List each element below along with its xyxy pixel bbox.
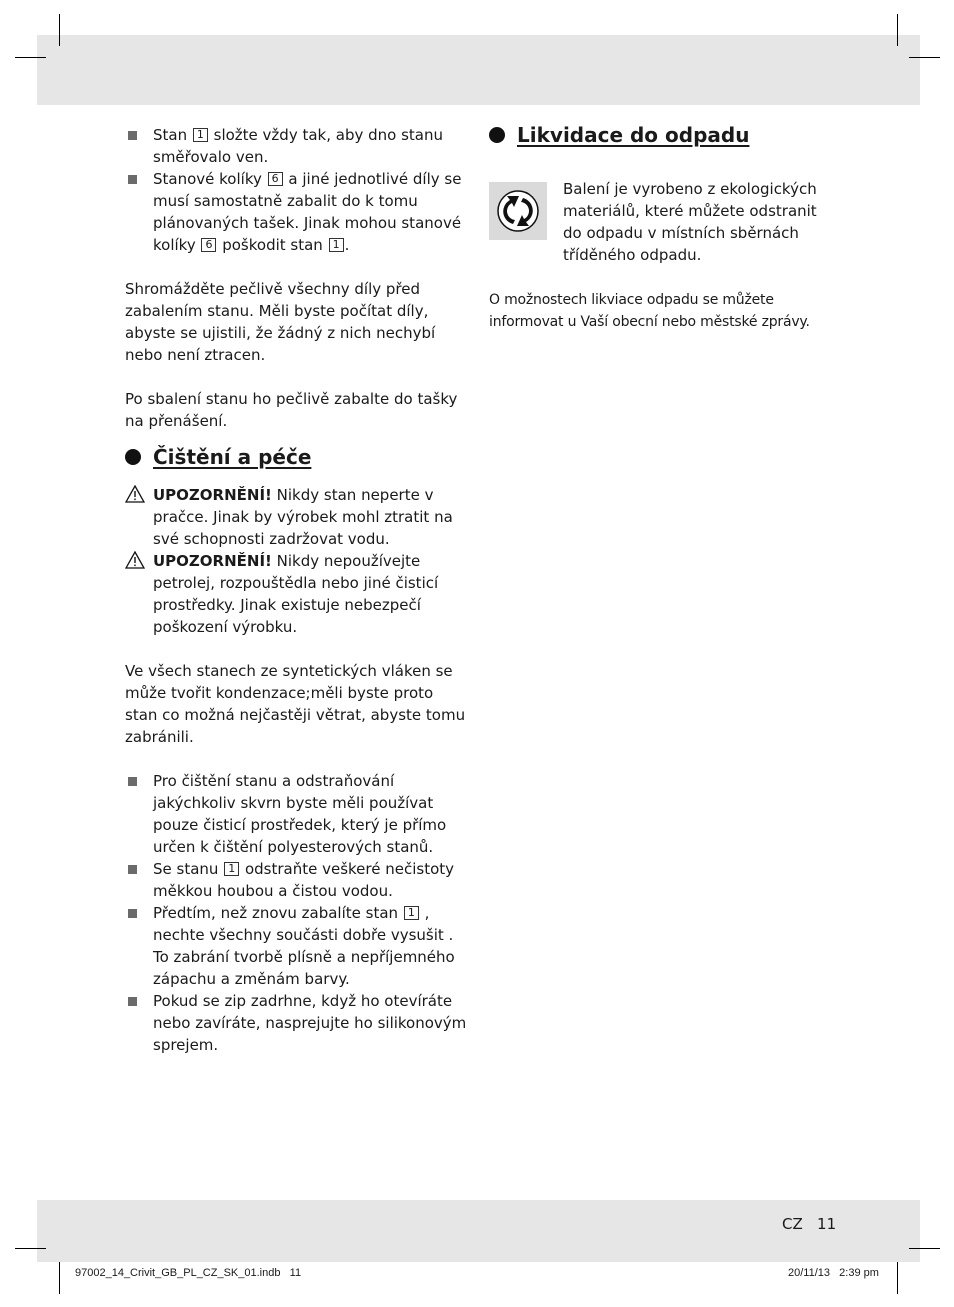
list-item (125, 990, 470, 1056)
bullet-list-cleaning (125, 770, 470, 1056)
warning-label: UPOZORNĚNÍ! (153, 486, 272, 504)
warning-text: Nikdy nepoužívejte petrolej, rozpouštědla nebo jiné čisticí prostředky. Jinak existuje nebezpečí poškození výrobku. (153, 552, 439, 636)
warning-label: UPOZORNĚNÍ! (153, 552, 272, 570)
left-column (125, 124, 470, 1056)
square-bullet-icon (128, 909, 137, 918)
warning-text: Nikdy stan neperte v pračce. Jinak by výrobek mohl ztratit na své schopnosti zadržovat vodu. (153, 486, 453, 548)
part-reference-number: 1 (404, 906, 419, 920)
list-item-text: složte vždy tak, aby dno stanu směřovalo ven. (153, 126, 444, 166)
list-item (125, 902, 470, 990)
paragraph-collect-parts: Shromážděte pečlivě všechny díly před zabalením stanu. Měli byste počítat díly, abyste se ujistili, že žádný z nich nechybí nebo není ztracen. (125, 280, 436, 364)
green-dot-recycling-icon (489, 182, 547, 240)
list-item-text: Stan (153, 126, 192, 144)
part-reference-number: 1 (224, 862, 239, 876)
disposal-info-text: O možnostech likviace odpadu se můžete informovat u Vaší obecní nebo městské zprávy. (489, 292, 810, 330)
square-bullet-icon (128, 175, 137, 184)
square-bullet-icon (128, 997, 137, 1006)
packaging-text: Balení je vyrobeno z ekologických materiálů, které můžete odstranit do odpadu v místních sběrnách tříděného odpadu. (563, 180, 817, 264)
bullet-list-packing (125, 124, 470, 256)
header-band (37, 35, 920, 105)
warning-note (125, 484, 470, 550)
square-bullet-icon (128, 777, 137, 786)
square-bullet-icon (128, 131, 137, 140)
list-item-text: . (344, 236, 350, 254)
warning-triangle-icon (125, 485, 145, 509)
paragraph-bag: Po sbalení stanu ho pečlivě zabalte do tašky na přenášení. (125, 390, 458, 430)
list-item-text: Stanové kolíky (153, 170, 267, 188)
list-item-text: Předtím, než znovu zabalíte stan (153, 904, 403, 922)
list-item-text: Se stanu (153, 860, 224, 878)
right-column (489, 124, 834, 162)
list-item-text: odstraňte veškeré nečistoty měkkou houbou a čistou vodou. (153, 860, 455, 900)
bullet-dot-icon (489, 127, 505, 143)
warning-triangle-icon (125, 551, 145, 575)
part-reference-number: 6 (201, 238, 216, 252)
section-heading-disposal: Likvidace do odpadu (489, 122, 834, 148)
list-item (125, 168, 470, 256)
part-reference-number: 1 (193, 128, 208, 142)
section-heading-care: Čištění a péče (125, 444, 470, 470)
part-reference-number: 6 (268, 172, 283, 186)
list-item (125, 124, 470, 168)
warning-note (125, 550, 470, 638)
list-item-text: , nechte všechny součásti dobře vysušit . To zabrání tvorbě plísně a nepříjemného zápachu a změnám barvy. (153, 904, 455, 988)
footer-timestamp: 20/11/13 2:39 pm (788, 1267, 879, 1279)
page-number: CZ 11 (782, 1215, 837, 1233)
square-bullet-icon (128, 865, 137, 874)
paragraph-condensation: Ve všech stanech ze syntetických vláken se může tvořit kondenzace;měli byste proto stan co možná nejčastěji větrat, abyste tomu zabránili. (125, 662, 466, 746)
list-item-text: a jiné jednotlivé díly se musí samostatně zabalit do k tomu plánovaných tašek. Jinak mohou stanové kolíky (153, 170, 462, 254)
part-reference-number: 1 (329, 238, 344, 252)
warnings-list (125, 484, 470, 638)
list-item (125, 858, 470, 902)
bullet-dot-icon (125, 449, 141, 465)
list-item-text: poškodit stan (217, 236, 328, 254)
list-item-text: Pro čištění stanu a odstraňování jakýchkoliv skvrn byste měli používat pouze čisticí prostředek, který je přímo určen k čištění polyesterových stanů. (153, 772, 447, 856)
list-item-text: Pokud se zip zadrhne, když ho otevíráte nebo zavíráte, nasprejujte ho silikonovým sprejem. (153, 992, 467, 1054)
footer-file-name: 97002_14_Crivit_GB_PL_CZ_SK_01.indb 11 (75, 1267, 302, 1279)
list-item (125, 770, 470, 858)
